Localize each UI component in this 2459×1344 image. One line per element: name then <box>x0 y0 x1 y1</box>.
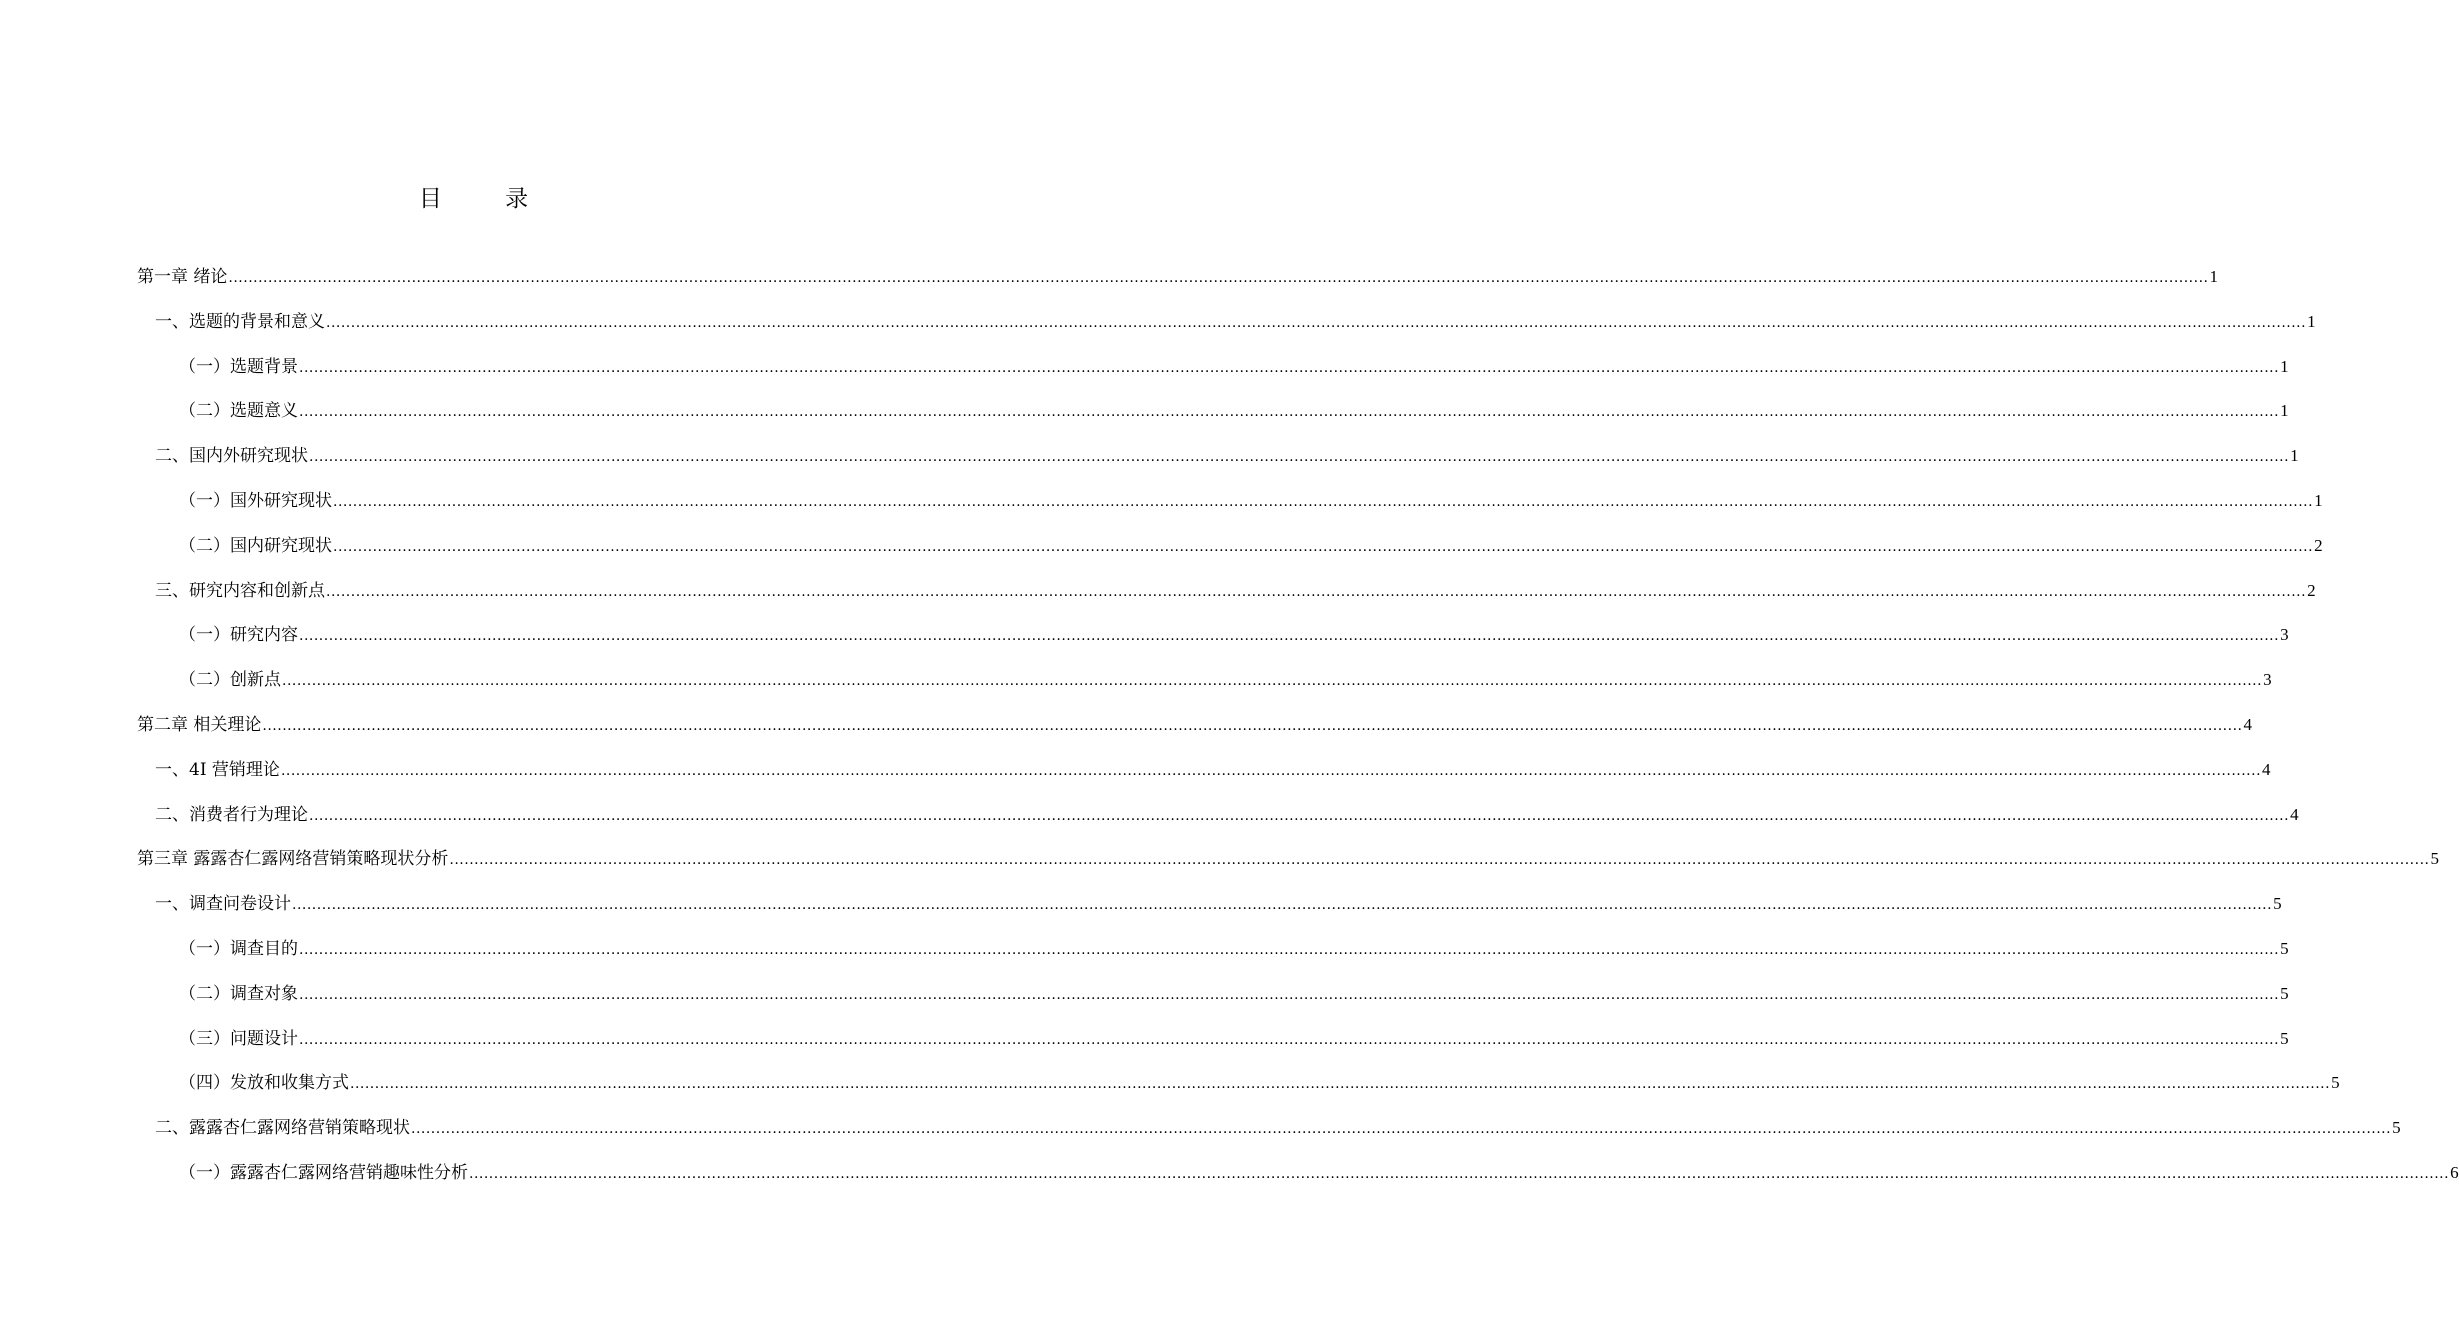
table-of-contents <box>137 262 2459 1203</box>
toc-entry[interactable] <box>137 934 2289 979</box>
toc-page-number: 1 <box>2290 446 2299 466</box>
toc-entry[interactable] <box>137 531 2323 576</box>
toc-page-number: 2 <box>2314 535 2323 555</box>
dot-leader: ................................................................................................................................................................................................................................................................................................................................................................................................................ <box>309 449 2290 466</box>
dot-leader: ................................................................................................................................................................................................................................................................................................................................................................................................................ <box>299 1031 2280 1048</box>
toc-entry-text: （四）发放和收集方式 <box>179 1073 349 1094</box>
toc-page-number: 5 <box>2280 938 2289 958</box>
toc-entry[interactable] <box>137 396 2289 441</box>
dot-leader: ................................................................................................................................................................................................................................................................................................................................................................................................................ <box>350 1076 2331 1093</box>
toc-title: 目 录 <box>418 186 557 212</box>
toc-entry[interactable] <box>137 352 2289 397</box>
dot-leader: ................................................................................................................................................................................................................................................................................................................................................................................................................ <box>228 270 2209 286</box>
dot-leader: ................................................................................................................................................................................................................................................................................................................................................................................................................ <box>299 941 2280 958</box>
dot-leader: ................................................................................................................................................................................................................................................................................................................................................................................................................ <box>299 404 2280 421</box>
toc-entry[interactable] <box>137 755 2271 800</box>
toc-page-number: 3 <box>2280 625 2289 645</box>
toc-entry[interactable] <box>137 710 2252 755</box>
toc-page-number: 5 <box>2430 849 2439 869</box>
toc-entry[interactable] <box>137 486 2323 531</box>
toc-page-number: 1 <box>2280 356 2289 376</box>
toc-page-number: 6 <box>2450 1162 2459 1182</box>
toc-entry-text: 一、调查问卷设计 <box>155 894 291 915</box>
dot-leader: ................................................................................................................................................................................................................................................................................................................................................................................................................ <box>333 538 2314 555</box>
dot-leader: ................................................................................................................................................................................................................................................................................................................................................................................................................ <box>280 762 2262 779</box>
toc-page-number: 1 <box>2209 267 2218 286</box>
toc-entry[interactable] <box>137 307 2316 352</box>
toc-entry[interactable] <box>137 1113 2401 1158</box>
dot-leader: ................................................................................................................................................................................................................................................................................................................................................................................................................ <box>299 628 2280 645</box>
toc-entry-text: 三、研究内容和创新点 <box>155 580 325 601</box>
dot-leader: ................................................................................................................................................................................................................................................................................................................................................................................................................ <box>449 852 2430 869</box>
toc-entry-text: 第一章 绪论 <box>137 267 228 287</box>
toc-entry[interactable] <box>137 1068 2340 1113</box>
toc-entry-text: 二、国内外研究现状 <box>155 446 308 467</box>
dot-leader: ................................................................................................................................................................................................................................................................................................................................................................................................................ <box>309 807 2290 824</box>
toc-entry-text: 二、露露杏仁露网络营销策略现状 <box>155 1118 410 1139</box>
toc-page-number: 3 <box>2263 670 2272 690</box>
toc-entry[interactable] <box>137 1024 2289 1069</box>
dot-leader: ................................................................................................................................................................................................................................................................................................................................................................................................................ <box>411 1121 2392 1138</box>
toc-entry[interactable] <box>137 979 2289 1024</box>
toc-entry[interactable] <box>137 441 2299 486</box>
dot-leader: ................................................................................................................................................................................................................................................................................................................................................................................................................ <box>326 583 2307 600</box>
dot-leader: ................................................................................................................................................................................................................................................................................................................................................................................................................ <box>326 314 2307 331</box>
dot-leader: ................................................................................................................................................................................................................................................................................................................................................................................................................ <box>292 897 2273 914</box>
toc-entry-text: （一）调查目的 <box>179 938 298 959</box>
toc-entry-text: （一）露露杏仁露网络营销趣味性分析 <box>179 1162 468 1183</box>
toc-page-number: 5 <box>2273 894 2282 914</box>
toc-page-number: 1 <box>2307 311 2316 331</box>
toc-entry-text: 一、选题的背景和意义 <box>155 311 325 332</box>
toc-entry-text: （二）调查对象 <box>179 983 298 1004</box>
toc-entry[interactable] <box>137 665 2272 710</box>
toc-entry-text: 第三章 露露杏仁露网络营销策略现状分析 <box>137 849 449 870</box>
toc-entry[interactable] <box>137 800 2299 845</box>
dot-leader: ................................................................................................................................................................................................................................................................................................................................................................................................................ <box>299 359 2280 376</box>
dot-leader: ................................................................................................................................................................................................................................................................................................................................................................................................................ <box>333 493 2314 510</box>
toc-entry-text: 一、4I 营销理论 <box>155 759 280 780</box>
toc-entry[interactable] <box>137 1158 2459 1203</box>
toc-page-number: 2 <box>2307 580 2316 600</box>
toc-entry-text: （一）选题背景 <box>179 356 298 377</box>
toc-page-number: 1 <box>2280 401 2289 421</box>
toc-entry-text: 第二章 相关理论 <box>137 714 262 735</box>
toc-entry[interactable] <box>137 262 2218 307</box>
toc-entry[interactable] <box>137 620 2289 665</box>
toc-page-number: 4 <box>2243 714 2252 734</box>
dot-leader: ................................................................................................................................................................................................................................................................................................................................................................................................................ <box>262 717 2243 734</box>
toc-entry[interactable] <box>137 844 2439 889</box>
toc-page-number: 5 <box>2280 983 2289 1003</box>
toc-page-number: 5 <box>2392 1118 2401 1138</box>
toc-page-number: 4 <box>2262 759 2271 779</box>
toc-entry-text: （二）选题意义 <box>179 401 298 422</box>
toc-page-number: 5 <box>2280 1028 2289 1048</box>
toc-page-number: 4 <box>2290 804 2299 824</box>
toc-entry-text: （三）问题设计 <box>179 1028 298 1049</box>
toc-entry[interactable] <box>137 889 2282 934</box>
toc-entry-text: 二、消费者行为理论 <box>155 804 308 825</box>
toc-entry-text: （一）研究内容 <box>179 625 298 646</box>
toc-entry[interactable] <box>137 576 2316 621</box>
dot-leader: ................................................................................................................................................................................................................................................................................................................................................................................................................ <box>469 1165 2450 1182</box>
toc-page-number: 5 <box>2331 1073 2340 1093</box>
toc-page-number: 1 <box>2314 490 2323 510</box>
toc-entry-text: （二）国内研究现状 <box>179 535 332 556</box>
toc-entry-text: （一）国外研究现状 <box>179 490 332 511</box>
toc-entry-text: （二）创新点 <box>179 670 281 691</box>
dot-leader: ................................................................................................................................................................................................................................................................................................................................................................................................................ <box>299 986 2280 1003</box>
dot-leader: ................................................................................................................................................................................................................................................................................................................................................................................................................ <box>282 673 2263 690</box>
